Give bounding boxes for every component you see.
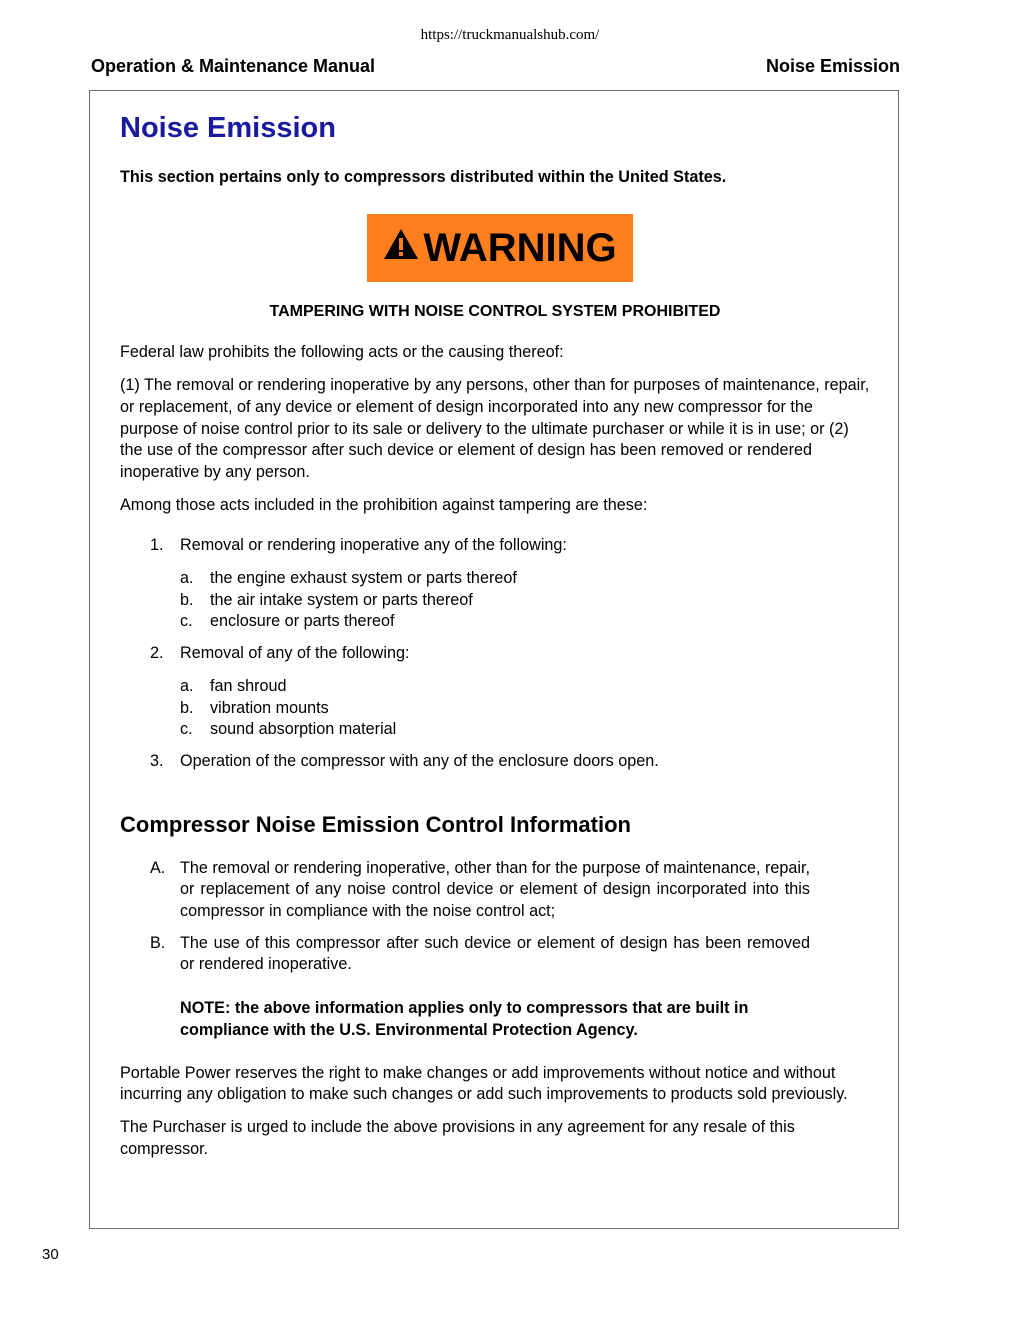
warning-banner: [367, 214, 633, 282]
page-content: [120, 110, 870, 1160]
list-number: 2.: [150, 644, 164, 663]
sub-letter: b.: [180, 698, 194, 717]
list-text: Removal or rendering inoperative any of the following:: [180, 536, 567, 555]
control-info-heading: Compressor Noise Emission Control Information: [120, 811, 631, 837]
list-number: 1.: [150, 536, 164, 555]
warning-banner-wrap: [120, 214, 870, 284]
list-item: [150, 643, 870, 741]
header-section-title: Noise Emission: [765, 56, 900, 76]
sub-text: sound absorption material: [210, 720, 397, 739]
list-text: The use of this compressor after such device or element of design has been removed or rendered inoperative.: [180, 933, 810, 974]
sub-list-item: [180, 676, 870, 698]
list-item: [150, 933, 810, 976]
page-title: Noise Emission: [120, 112, 336, 144]
sub-letter: c.: [180, 720, 193, 739]
list-text: The removal or rendering inoperative, other than for the purpose of maintenance, repair, or replacement of any noise control device or element of design incorporated into this compressor in compliance with the noise control act;: [180, 858, 810, 921]
sub-letter: b.: [180, 590, 194, 609]
sub-list: [180, 676, 870, 741]
reserves-paragraph: Portable Power reserves the right to make changes or add improvements without notice and without incurring any obligation to make such changes or add such improvements to products sold previously.: [120, 1063, 848, 1104]
purchaser-paragraph: The Purchaser is urged to include the above provisions in any agreement for any resale of this compressor.: [120, 1117, 795, 1158]
sub-text: the engine exhaust system or parts thereof: [210, 569, 517, 588]
sub-text: enclosure or parts thereof: [210, 612, 395, 631]
sub-letter: c.: [180, 612, 193, 631]
tampering-heading: TAMPERING WITH NOISE CONTROL SYSTEM PROHIBITED: [269, 302, 721, 320]
page-number: 30: [42, 1246, 59, 1263]
epa-note: NOTE: the above information applies only to compressors that are built in compliance with the U.S. Environmental Protection Agency.: [180, 999, 749, 1039]
list-item: [150, 535, 870, 633]
sub-list-item: [180, 590, 870, 612]
sub-letter: a.: [180, 569, 194, 588]
list-item: [150, 858, 810, 923]
among-acts-paragraph: Among those acts included in the prohibition against tampering are these:: [120, 495, 648, 514]
control-info-list: [120, 858, 810, 977]
sub-list-item: [180, 611, 870, 633]
sub-list: [180, 568, 870, 633]
prohibited-acts-list: [120, 535, 870, 772]
warning-label: WARNING: [423, 225, 617, 270]
sub-text: the air intake system or parts thereof: [210, 590, 473, 609]
source-url: https://truckmanualshub.com/: [420, 27, 600, 43]
federal-law-paragraph: Federal law prohibits the following acts or the causing thereof:: [120, 343, 564, 362]
sub-text: fan shroud: [210, 676, 287, 695]
list-text: Removal of any of the following:: [180, 644, 410, 663]
header-manual-title: Operation & Maintenance Manual: [91, 56, 376, 76]
list-item: [150, 751, 870, 773]
list-letter: A.: [150, 858, 166, 877]
sub-text: vibration mounts: [210, 698, 329, 717]
list-number: 3.: [150, 751, 164, 770]
intro-statement: This section pertains only to compressors distributed within the United States.: [120, 168, 727, 186]
sub-list-item: [180, 568, 870, 590]
sub-list-item: [180, 698, 870, 720]
sub-list-item: [180, 719, 870, 741]
list-text: Operation of the compressor with any of the enclosure doors open.: [180, 751, 659, 770]
sub-letter: a.: [180, 676, 194, 695]
list-letter: B.: [150, 933, 166, 952]
removal-paragraph: (1) The removal or rendering inoperative by any persons, other than for purposes of maintenance, repair, or replacement, of any device or element of design incorporated into any new compressor for the purpose of noise control prior to its sale or delivery to the ultimate purchaser or while it is in use; or (2) the use of the compressor after such device or element of design has been removed or rendered inoperative by any person.: [120, 376, 870, 481]
warning-triangle-icon: [383, 228, 419, 260]
